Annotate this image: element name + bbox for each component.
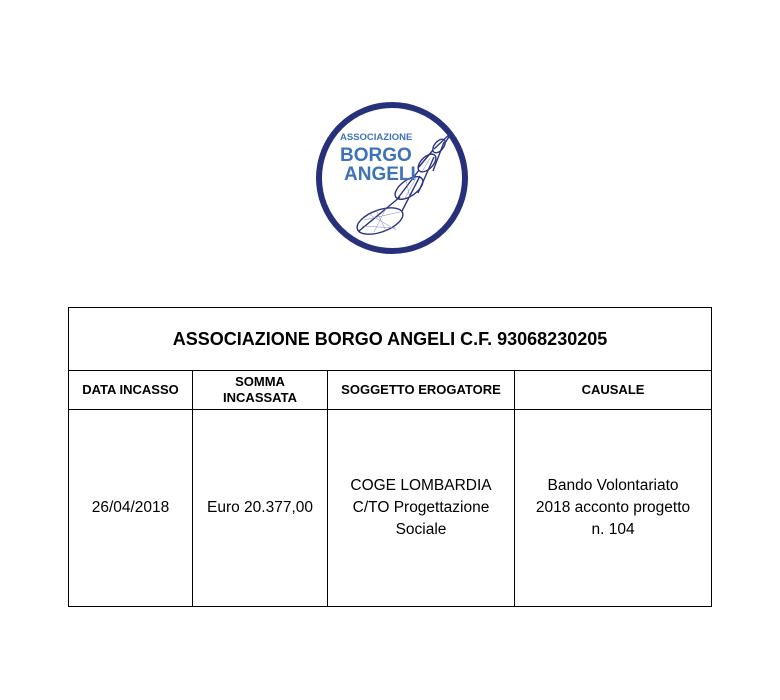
- receipts-table-container: [68, 307, 712, 607]
- logo-line-1: ASSOCIAZIONE: [340, 132, 413, 143]
- cell-provider: [328, 410, 515, 607]
- table-title: ASSOCIAZIONE BORGO ANGELI C.F. 93068230205: [69, 308, 712, 371]
- cell-date: 26/04/2018: [69, 410, 193, 607]
- cell-reason-line1: Bando Volontariato: [547, 477, 679, 494]
- cell-reason-line2: 2018 acconto progetto: [535, 499, 691, 516]
- cell-reason: [515, 410, 712, 607]
- association-logo: [314, 100, 470, 256]
- cell-reason-line3: n. 104: [591, 521, 635, 538]
- table-row: [69, 410, 712, 607]
- logo-line-2: BORGO: [340, 145, 412, 166]
- header-amount-line2: INCASSATA: [223, 390, 297, 405]
- header-reason: CAUSALE: [515, 371, 712, 410]
- cell-provider-line2: C/TO Progettazione: [352, 499, 490, 516]
- header-amount: [193, 371, 328, 410]
- header-provider: SOGGETTO EROGATORE: [328, 371, 515, 410]
- cell-provider-line1: COGE LOMBARDIA: [350, 477, 492, 494]
- receipts-table: [68, 307, 712, 607]
- logo-line-3: ANGELI: [344, 164, 416, 185]
- header-amount-line1: SOMMA: [235, 374, 285, 389]
- cell-amount: Euro 20.377,00: [193, 410, 328, 607]
- cell-provider-line3: Sociale: [395, 521, 447, 538]
- header-date: DATA INCASSO: [69, 371, 193, 410]
